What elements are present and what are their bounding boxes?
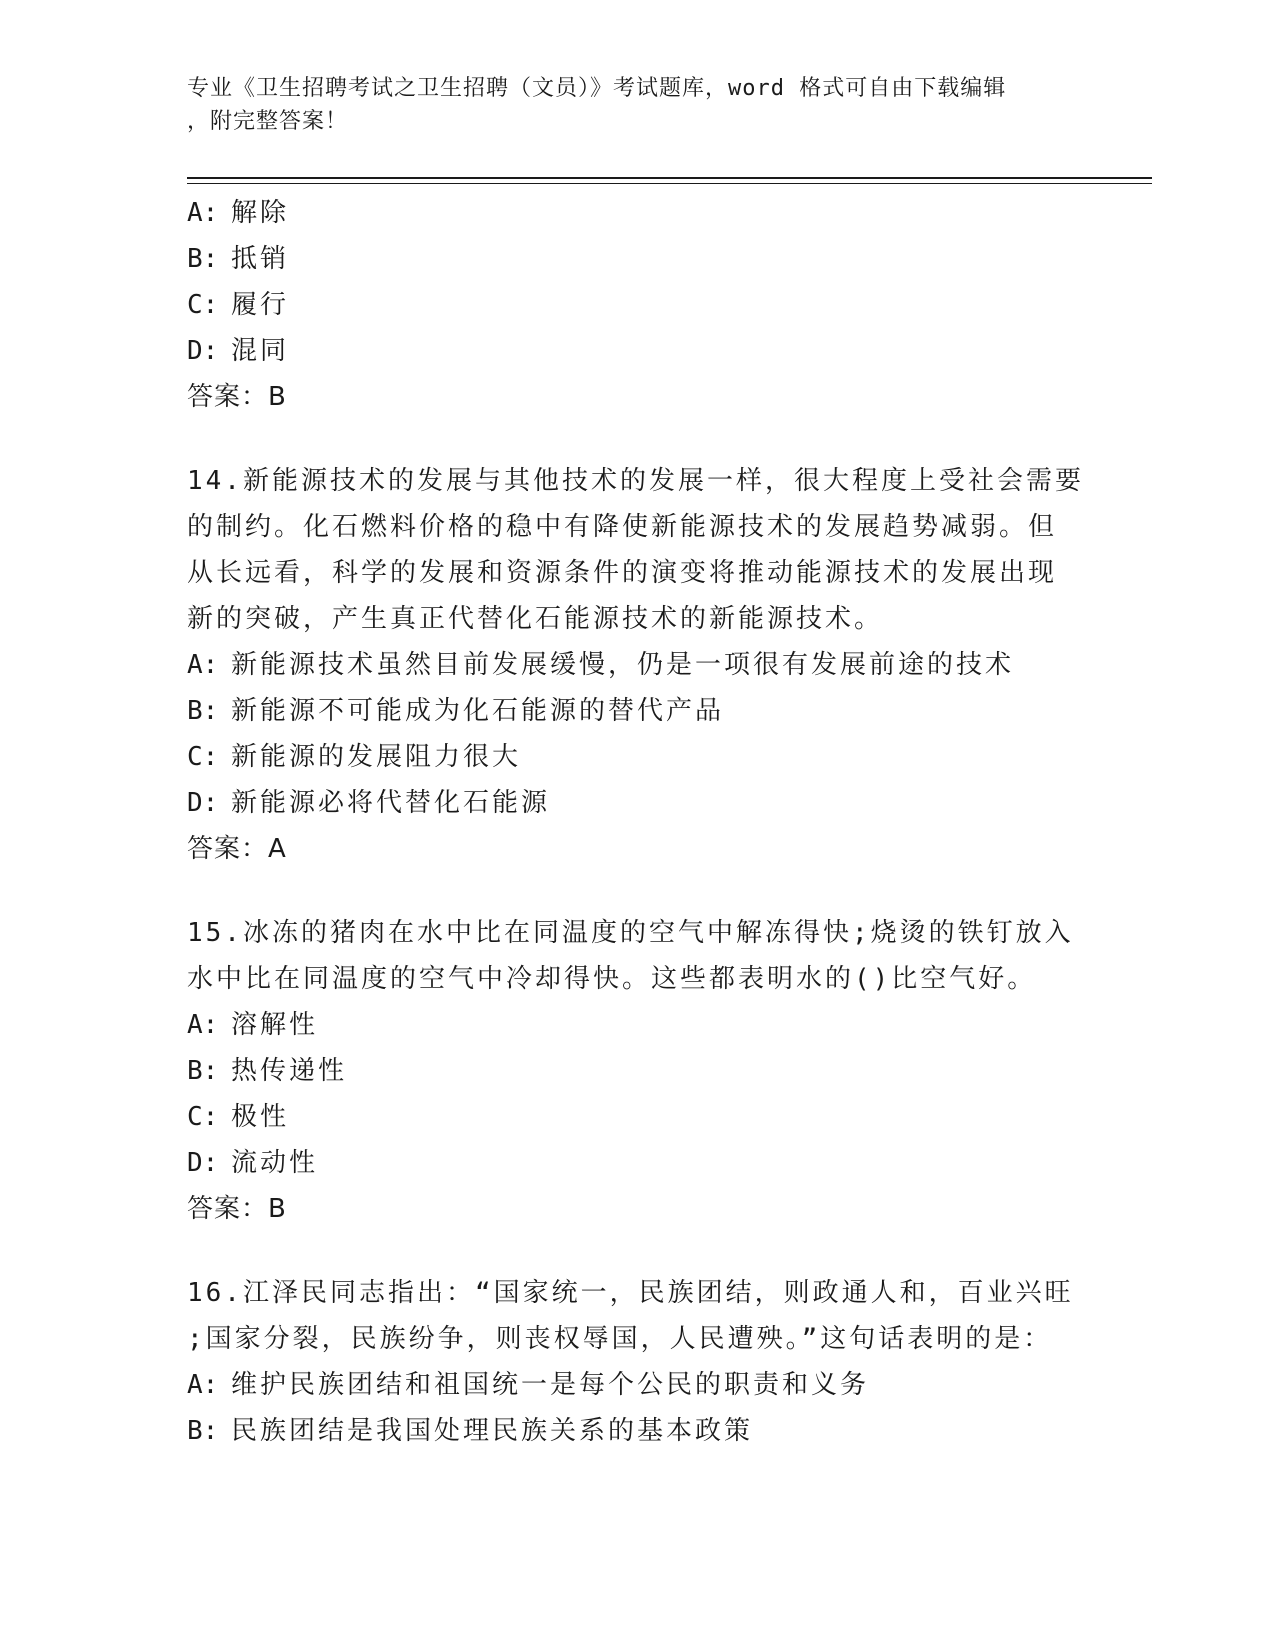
question-14-option-c <box>187 734 1087 780</box>
question-14-stem-line-1: 14.新能源技术的发展与其他技术的发展一样，很大程度上受社会需要 <box>187 466 1084 496</box>
option-letter: C: <box>187 290 219 320</box>
header-line-1: 专业《卫生招聘考试之卫生招聘（文员）》考试题库，word 格式可自由下载编辑 <box>187 76 1007 101</box>
header-rule-thin <box>187 183 1152 184</box>
question-15-option-d <box>187 1140 1087 1186</box>
option-text: 新能源的发展阻力很大 <box>231 742 522 772</box>
option-text: 新能源必将代替化石能源 <box>231 788 551 818</box>
question-15-answer: 答案：B <box>187 1194 287 1224</box>
question-16-block <box>187 1270 1087 1454</box>
option-letter: D: <box>187 1148 219 1178</box>
question-13-option-c <box>187 282 1087 328</box>
option-letter: B: <box>187 696 219 726</box>
option-letter: A: <box>187 198 219 228</box>
question-14-stem-line-2: 的制约。化石燃料价格的稳中有降使新能源技术的发展趋势减弱。但 <box>187 512 1058 542</box>
question-14-answer: 答案：A <box>187 834 287 864</box>
question-16-option-a <box>187 1362 1087 1408</box>
question-13-option-a <box>187 190 1087 236</box>
header-rule-thick <box>187 177 1152 179</box>
option-text: 溶解性 <box>231 1010 319 1040</box>
document-header <box>187 72 1087 138</box>
question-13-option-b <box>187 236 1087 282</box>
spacer <box>187 872 1087 910</box>
spacer <box>187 420 1087 458</box>
option-letter: D: <box>187 788 219 818</box>
question-14-option-a <box>187 642 1087 688</box>
question-16-stem-line-2: ;国家分裂，民族纷争，则丧权辱国，人民遭殃。”这句话表明的是： <box>187 1324 1053 1354</box>
header-line-2: ，附完整答案！ <box>187 109 349 134</box>
spacer <box>187 1232 1087 1270</box>
question-15-stem-line-2: 水中比在同温度的空气中冷却得快。这些都表明水的()比空气好。 <box>187 964 1037 994</box>
option-text: 维护民族团结和祖国统一是每个公民的职责和义务 <box>231 1370 870 1400</box>
option-letter: D: <box>187 336 219 366</box>
question-16-option-b <box>187 1408 1087 1454</box>
question-14-block <box>187 458 1087 872</box>
option-text: 抵销 <box>231 244 290 274</box>
question-14-stem-line-3: 从长远看，科学的发展和资源条件的演变将推动能源技术的发展出现 <box>187 558 1058 588</box>
option-text: 热传递性 <box>231 1056 348 1086</box>
question-13-answer: 答案：B <box>187 382 287 412</box>
question-15-block <box>187 910 1087 1232</box>
option-text: 流动性 <box>231 1148 319 1178</box>
option-text: 极性 <box>231 1102 290 1132</box>
question-16-stem-line-1: 16.江泽民同志指出：“国家统一，民族团结，则政通人和，百业兴旺 <box>187 1278 1074 1308</box>
question-14-option-b <box>187 688 1087 734</box>
option-letter: C: <box>187 1102 219 1132</box>
option-letter: B: <box>187 244 219 274</box>
question-14-stem-line-4: 新的突破，产生真正代替化石能源技术的新能源技术。 <box>187 604 884 634</box>
option-letter: B: <box>187 1056 219 1086</box>
option-text: 解除 <box>231 198 290 228</box>
option-text: 混同 <box>231 336 290 366</box>
option-text: 履行 <box>231 290 290 320</box>
question-15-stem-line-1: 15.冰冻的猪肉在水中比在同温度的空气中解冻得快;烧烫的铁钉放入 <box>187 918 1074 948</box>
option-text: 新能源技术虽然目前发展缓慢，仍是一项很有发展前途的技术 <box>231 650 1015 680</box>
question-13-block <box>187 190 1087 420</box>
option-letter: C: <box>187 742 219 772</box>
question-15-option-a <box>187 1002 1087 1048</box>
question-15-option-c <box>187 1094 1087 1140</box>
question-14-option-d <box>187 780 1087 826</box>
question-15-option-b <box>187 1048 1087 1094</box>
option-letter: B: <box>187 1416 219 1446</box>
option-text: 民族团结是我国处理民族关系的基本政策 <box>231 1416 754 1446</box>
option-letter: A: <box>187 650 219 680</box>
option-text: 新能源不可能成为化石能源的替代产品 <box>231 696 725 726</box>
question-13-option-d <box>187 328 1087 374</box>
option-letter: A: <box>187 1010 219 1040</box>
question-content <box>187 190 1087 1454</box>
option-letter: A: <box>187 1370 219 1400</box>
